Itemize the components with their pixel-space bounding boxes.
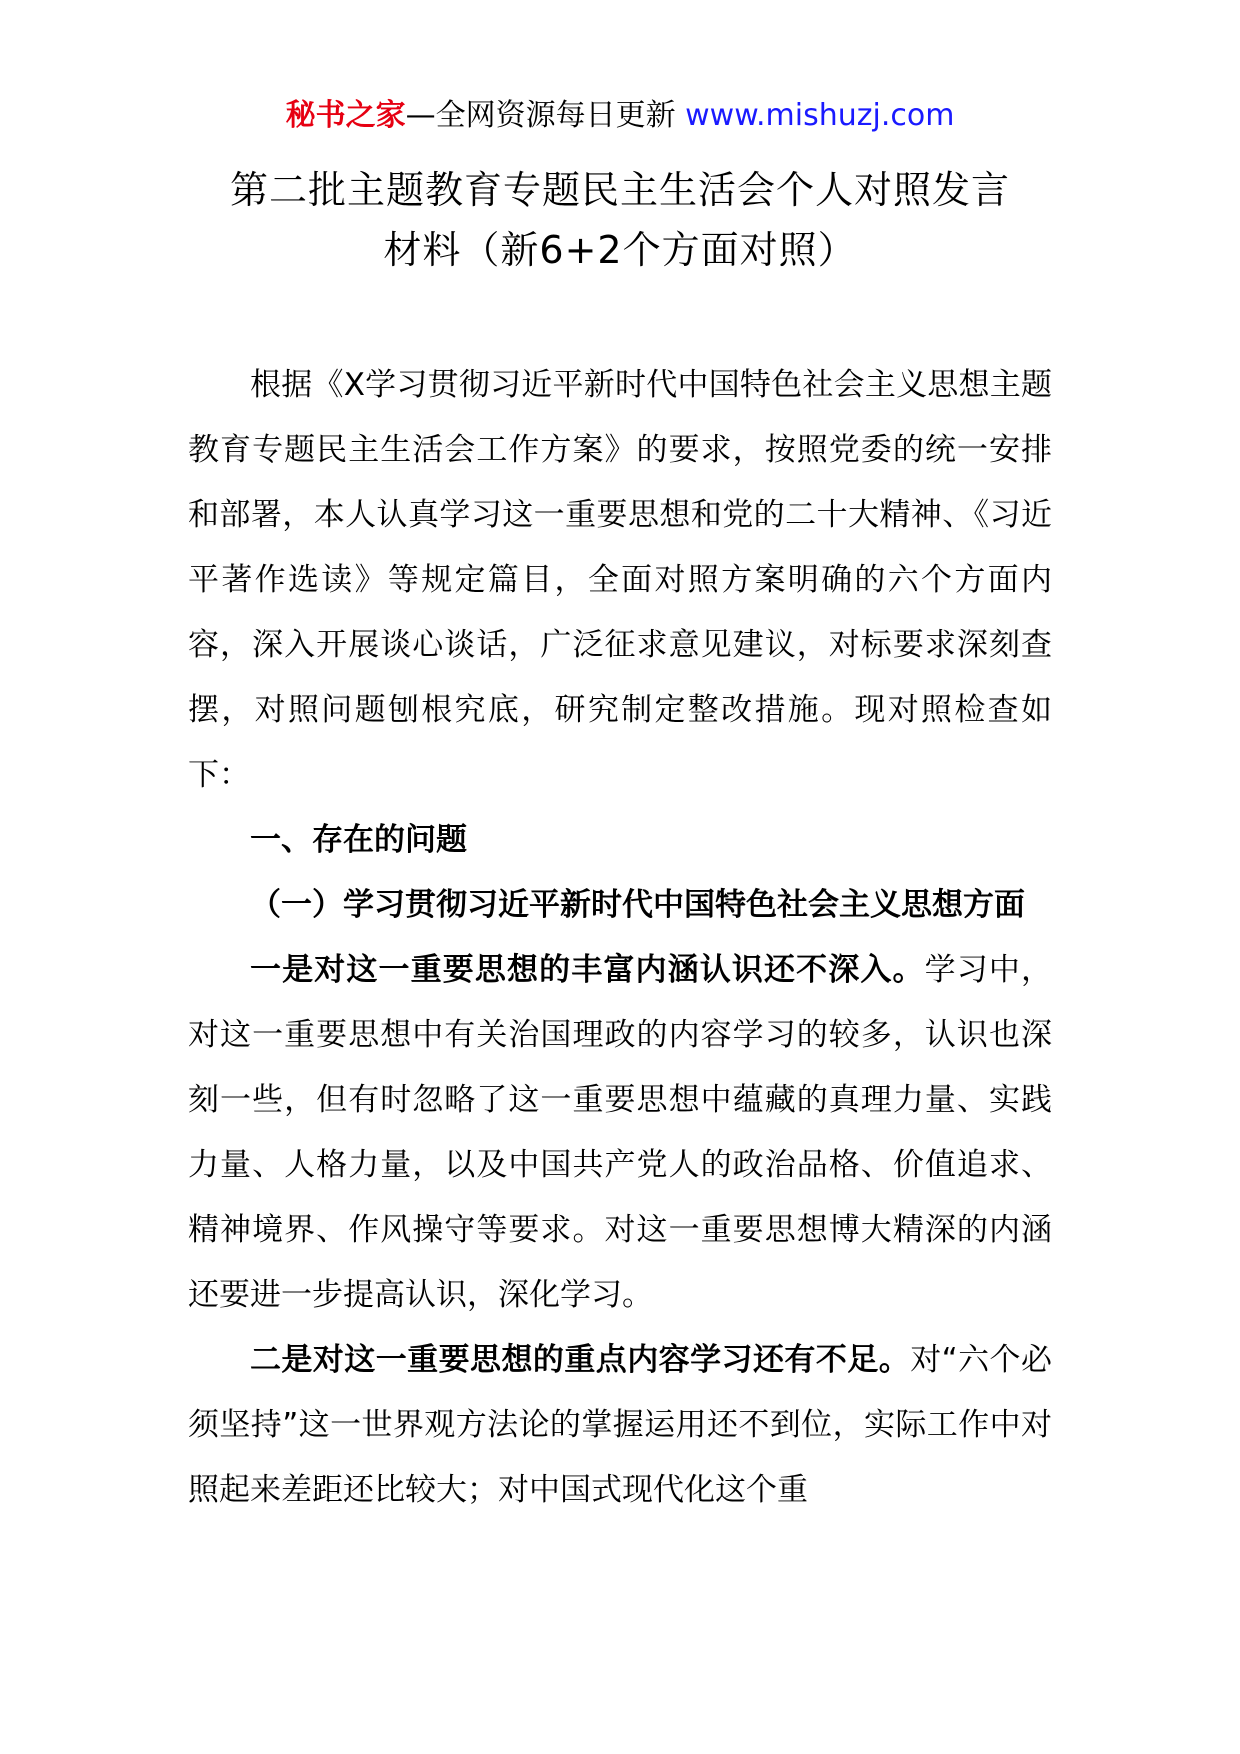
document-body <box>188 353 1052 1523</box>
point-2-lead: 二是对这一重要思想的重点内容学习还有不足。 <box>250 1342 911 1378</box>
title-line-2: 材料（新6+2个方面对照） <box>383 228 857 272</box>
subsection-heading-study: （一）学习贯彻习近平新时代中国特色社会主义思想方面 <box>250 887 1025 923</box>
point-2-text: 对“六个必须坚持”这一世界观方法论的掌握运用还不到位，实际工作中对照起来差距还比较大；对中国式现代化这个重 <box>188 1342 1052 1508</box>
point-1-text: 学习中，对这一重要思想中有关治国理政的内容学习的较多，认识也深刻一些，但有时忽略了这一重要思想中蕴藏的真理力量、实践力量、人格力量，以及中国共产党人的政治品格、价值追求、精神境界、作风操守等要求。对这一重要思想博大精深的内涵还要进一步提高认识，深化学习。 <box>188 952 1052 1313</box>
title-line-1: 第二批主题教育专题民主生活会个人对照发言 <box>229 168 1010 212</box>
document-title <box>150 160 1090 280</box>
site-header <box>0 96 1240 136</box>
section-heading-problems: 一、存在的问题 <box>250 822 467 858</box>
site-url-link[interactable]: www.mishuzj.com <box>685 98 955 133</box>
intro-paragraph: 根据《X学习贯彻习近平新时代中国特色社会主义思想主题教育专题民主生活会工作方案》的要求，按照党委的统一安排和部署，本人认真学习这一重要思想和党的二十大精神、《习近平著作选读》等规定篇目，全面对照方案明确的六个方面内容，深入开展谈心谈话，广泛征求意见建议，对标要求深刻查摆，对照问题刨根究底，研究制定整改措施。现对照检查如下： <box>188 367 1052 793</box>
site-slogan: —全网资源每日更新 <box>405 98 686 133</box>
point-paragraph-2 <box>188 1328 1052 1523</box>
site-brand: 秘书之家 <box>285 98 406 133</box>
point-1-lead: 一是对这一重要思想的丰富内涵认识还不深入。 <box>250 952 925 988</box>
point-paragraph-1 <box>188 938 1052 1328</box>
